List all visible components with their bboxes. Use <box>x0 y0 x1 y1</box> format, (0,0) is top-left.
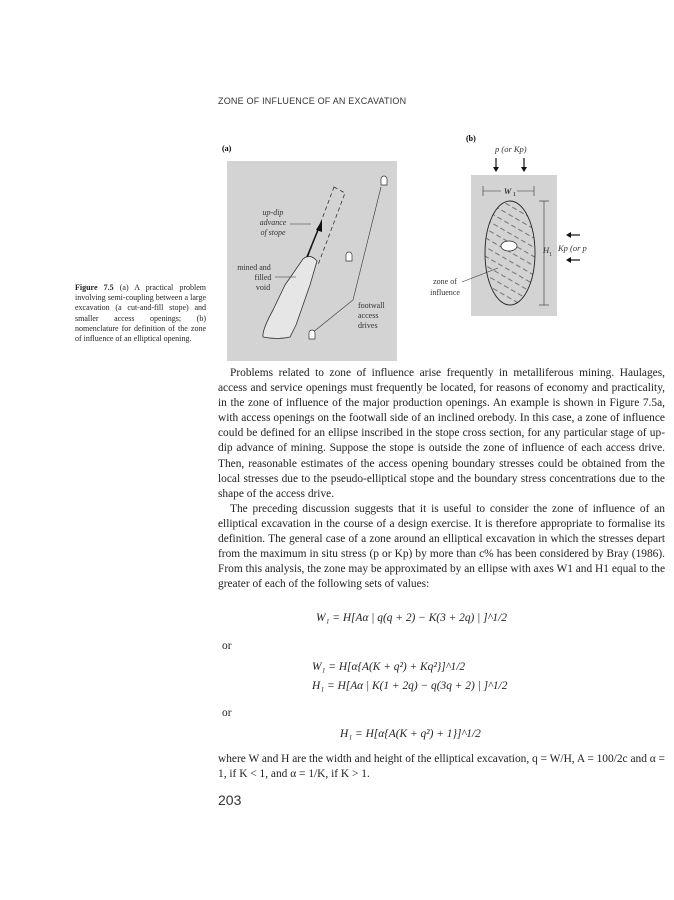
excavation-ellipse <box>501 241 517 251</box>
label-zone-of: zone of <box>433 277 457 286</box>
access-drive-icon <box>346 252 352 261</box>
equation-w1-first: W₁ = H[Aα | q(q + 2) − K(3 + 2q) | ]^1/2 <box>316 612 507 624</box>
figure-7-5 <box>218 125 658 365</box>
where-text: where W and H are the width and height of the elliptical excavation, q = W/H, A = 100/2c and α = 1, if K < 1, and α = 1/K, if K > 1. <box>218 753 665 780</box>
paragraph-1: Problems related to zone of influence arise frequently in metalliferous mining. Haulages, access and service openings must frequently be located, for reasons of economy and practicality, in the zone of influence of the major production openings. An example is shown in Figure 7.5a, with access openings on the footwall side of an inclined orebody. In this case, a zone of influence could be defined for an ellipse inscribed in the stope cross section, for any particular stage of up-dip advance of mining. Suppose the stope is outside the zone of influence of each access drive. Then, reasonable estimates of the access opening boundary stresses could be obtained from the local stresses due to the pseudo-elliptical stope and the boundary stress concentrations due to the shape of the access drive. <box>218 367 665 500</box>
label-footwall: footwall <box>358 301 385 310</box>
down-arrows-icon <box>496 158 524 169</box>
page-number: 203 <box>218 792 242 808</box>
access-drive-icon <box>381 176 387 185</box>
height-subscript: 1 <box>549 252 552 258</box>
label-drives: drives <box>358 321 378 330</box>
height-label: H <box>543 245 550 255</box>
label-side-load: Kp (or p <box>558 243 587 253</box>
or-text-2: or <box>222 707 232 719</box>
label-influence: influence <box>430 288 460 297</box>
access-drive-icon <box>309 330 315 339</box>
figure-caption <box>75 283 206 344</box>
label-void: void <box>255 283 271 292</box>
equation-w1-second: W₁ = H[α{A(K + q²) + Kq²}]^1/2 <box>312 661 466 673</box>
label-filled: filled <box>254 273 272 282</box>
equation-h1-first: H₁ = H[Aα | K(1 + 2q) − q(3q + 2) | ]^1/2 <box>312 680 508 692</box>
label-updip: up-dip <box>262 208 284 217</box>
caption-text: (a) A practical problem involving semi-coupling between a large excavation (a cut-and-fill stope) and smaller access openings; (b) nomenclature for definition of the zone of influence of an elliptical opening. <box>75 283 207 344</box>
equation-h1-second: H₁ = H[α{A(K + q²) + 1}]^1/2 <box>340 728 481 740</box>
running-header: ZONE OF INFLUENCE OF AN EXCAVATION <box>218 96 407 106</box>
caption-label: Figure 7.5 <box>75 283 114 292</box>
width-subscript: 1 <box>513 192 516 198</box>
panel-a-label: (a) <box>222 144 232 153</box>
width-label: W <box>504 186 512 196</box>
label-advance: advance <box>259 218 287 227</box>
body-text <box>218 366 665 592</box>
panel-b-label: (b) <box>466 134 476 143</box>
or-text-1: or <box>222 640 232 652</box>
label-mined: mined and <box>237 263 271 272</box>
label-of-stope: of stope <box>260 228 286 237</box>
paragraph-2: The preceding discussion suggests that it is useful to consider the zone of influence of an elliptical excavation in the course of a design exercise. It is therefore appropriate to formalise its definition. The general case of a zone around an elliptical excavation in which the stresses depart from the maximum in situ stress (p or Kp) by more than c% has been considered by Bray (1986). From this analysis, the zone may be approximated by an ellipse with axes W1 and H1 equal to the greater of each of the following sets of values: <box>218 502 665 591</box>
label-top-load: p (or Kp) <box>495 144 527 154</box>
zone-of-influence-ellipse <box>485 201 535 305</box>
label-access: access <box>358 311 379 320</box>
